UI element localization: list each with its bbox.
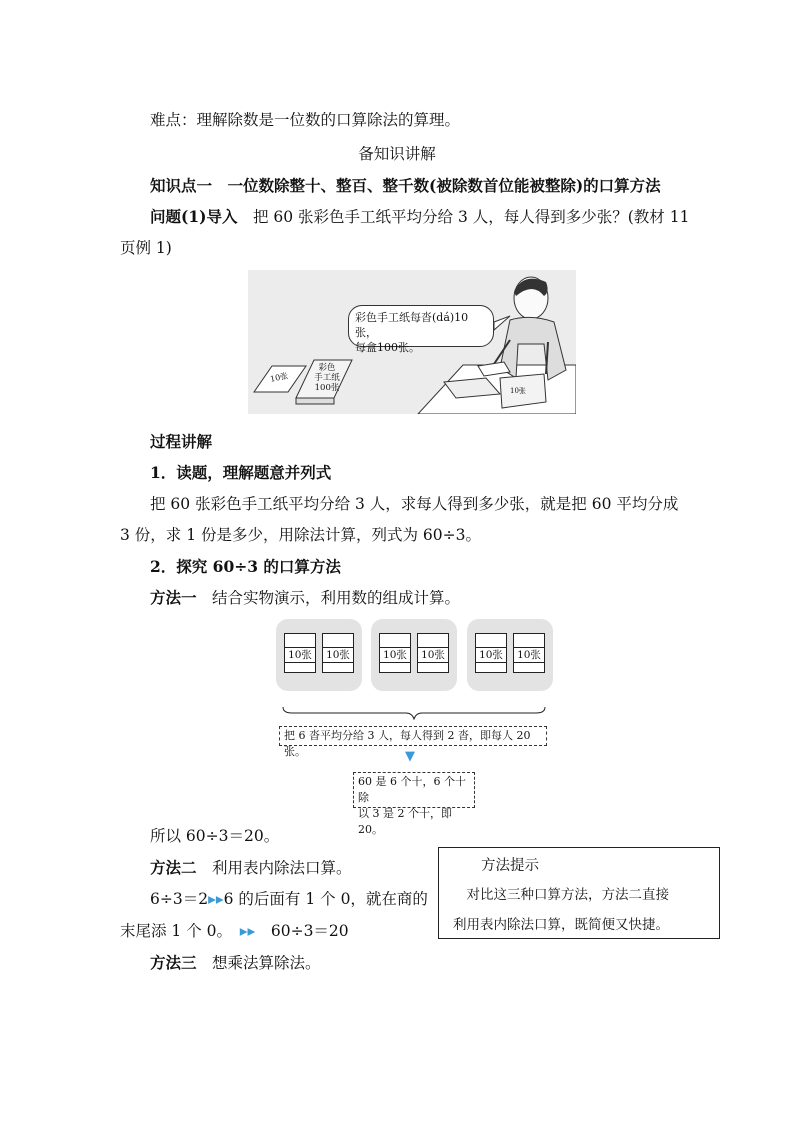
question-text: 把 60 张彩色手工纸平均分给 3 人，每人得到多少张？(教材 11 xyxy=(252,208,690,226)
box-label-line-3: 100张 xyxy=(314,383,340,393)
method2-calc-line-2 xyxy=(120,921,349,941)
method-tip-box xyxy=(438,847,720,939)
step1-text-1: 把 60 张彩色手工纸平均分给 3 人，求每人得到多少张，就是把 60 平均分成 xyxy=(150,495,679,513)
step1-text-2: 3 份，求 1 份是多少，用除法计算，列式为 60÷3。 xyxy=(120,526,482,544)
pack-group-1 xyxy=(276,619,362,691)
box-label-line-1: 彩色 xyxy=(318,363,336,373)
down-arrow-icon: ▼ xyxy=(405,749,415,764)
pack-group-2 xyxy=(371,619,457,691)
pack-label: 10张 xyxy=(514,647,544,663)
tip-line-1-text: 对比这三种口算方法，方法二直接 xyxy=(466,887,669,903)
method3-label: 方法三 xyxy=(150,953,197,972)
process-title: 过程讲解 xyxy=(150,432,213,451)
method2-line xyxy=(150,858,352,878)
bubble-line-2: 每盒100张。 xyxy=(355,341,420,354)
pack-label: 10张 xyxy=(380,647,410,663)
method2-calc-a: 6÷3＝2 xyxy=(150,890,209,908)
method1-label: 方法一 xyxy=(150,588,197,607)
pack xyxy=(475,633,507,673)
double-arrow-icon: ▸▸ xyxy=(208,890,224,908)
method2-result: 60÷3＝20 xyxy=(270,922,349,940)
stack-label: 10张 xyxy=(269,371,289,384)
so-text: 所以 60÷3＝20。 xyxy=(150,827,280,845)
method3-text: 想乘法算除法。 xyxy=(212,954,321,972)
pack xyxy=(379,633,411,673)
method2-text: 利用表内除法口算。 xyxy=(212,859,352,877)
method2-calc-c: 末尾添 1 个 0。 xyxy=(120,922,225,940)
pack xyxy=(417,633,449,673)
question-text-cont: 页例 1) xyxy=(120,239,172,257)
result-box xyxy=(353,772,475,836)
section-title: 备知识讲解 xyxy=(358,145,436,163)
brace-text: 把 6 沓平均分给 3 人，每人得到 2 沓，即每人 20 张。 xyxy=(284,729,531,758)
method1-line xyxy=(150,588,460,608)
method2-label: 方法二 xyxy=(150,858,197,877)
tip-line-2: 利用表内除法口算，既简便又快捷。 xyxy=(453,917,669,933)
illustration xyxy=(248,270,576,414)
speech-bubble xyxy=(348,305,494,354)
pack xyxy=(322,633,354,673)
step2-title: 2．探究 60÷3 的口算方法 xyxy=(150,557,341,576)
bubble-line-1: 彩色手工纸每沓(dá)10张， xyxy=(355,311,469,339)
result-line-1: 60 是 6 个十，6 个十除 xyxy=(358,775,466,804)
pack xyxy=(513,633,545,673)
pack-label: 10张 xyxy=(418,647,448,663)
tray-label: 10张 xyxy=(510,387,526,395)
knowledge-point: 知识点一 一位数除整十、整百、整千数(被除数首位能被整除)的口算方法 xyxy=(150,176,661,195)
box-label xyxy=(310,363,344,393)
step1-title: 1．读题，理解题意并列式 xyxy=(150,463,332,482)
method3-line xyxy=(150,953,321,973)
pack-label: 10张 xyxy=(476,647,506,663)
pack-label: 10张 xyxy=(285,647,315,663)
difficulty-text: 难点：理解除数是一位数的口算除法的算理。 xyxy=(150,111,461,129)
method2-calc-line xyxy=(150,889,428,909)
tip-title: 方法提示 xyxy=(481,858,539,874)
method2-calc-b: 6 的后面有 1 个 0，就在商的 xyxy=(223,890,428,908)
brace-text-box xyxy=(279,726,547,758)
pack-label: 10张 xyxy=(323,647,353,663)
brace xyxy=(282,706,546,720)
tip-line-1 xyxy=(453,886,669,904)
pack xyxy=(284,633,316,673)
double-arrow-icon: ▸▸ xyxy=(239,922,256,940)
question-label: 问题(1)导入 xyxy=(150,207,238,226)
question-line xyxy=(150,207,689,227)
method1-text: 结合实物演示，利用数的组成计算。 xyxy=(212,589,461,607)
box-label-line-2: 手工纸 xyxy=(314,373,340,383)
result-line-2: 以 3 是 2 个十，即 20。 xyxy=(358,807,452,836)
pack-group-3 xyxy=(467,619,553,691)
